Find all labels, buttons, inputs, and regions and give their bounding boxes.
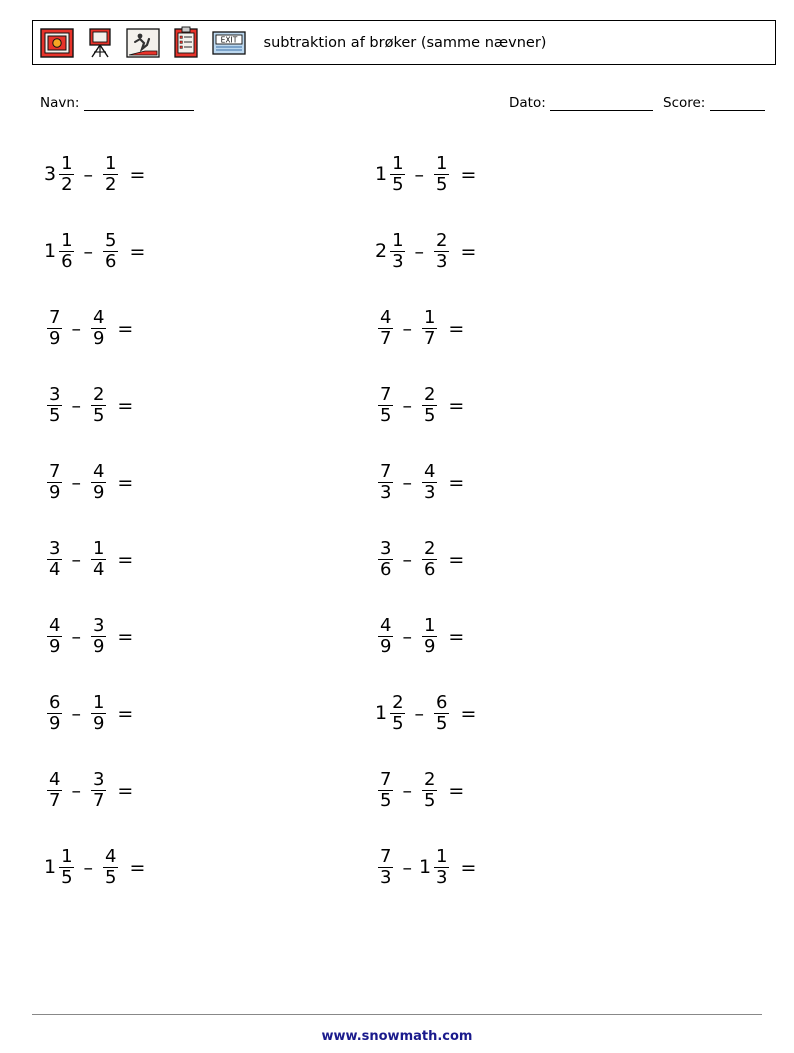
- problem-item: [44, 213, 145, 290]
- problem-row: [0, 136, 794, 213]
- equals-sign: =: [129, 856, 146, 879]
- problem-row: [0, 367, 794, 444]
- operator: –: [71, 394, 81, 417]
- fraction-second: $\frac{4}{9}$: [92, 306, 105, 350]
- fraction-first: $\frac{2}{5}$: [392, 691, 404, 735]
- fraction-second: $\frac{2}{5}$: [92, 383, 105, 427]
- fraction-first: $\frac{4}{7}$: [49, 768, 61, 812]
- operator: –: [83, 856, 94, 879]
- fraction-second: $\frac{3}{9}$: [92, 614, 105, 658]
- operator: –: [71, 779, 81, 802]
- problem-item: [375, 598, 464, 675]
- footer-divider: [32, 1014, 762, 1015]
- problem-item: [44, 752, 133, 829]
- problem-item: [375, 521, 464, 598]
- score-field-group: [663, 95, 765, 111]
- header-bar: [32, 20, 776, 65]
- operator: –: [83, 240, 94, 263]
- operator: –: [402, 625, 412, 648]
- mixed-whole: 1: [375, 163, 388, 185]
- fraction-second: $\frac{5}{6}$: [105, 229, 117, 273]
- fraction-second: $\frac{1}{4}$: [92, 537, 105, 581]
- date-label: Dato:: [509, 95, 546, 111]
- fraction-second: $\frac{4}{5}$: [105, 845, 117, 889]
- equals-sign: =: [460, 240, 477, 263]
- problem-item: [44, 521, 133, 598]
- problem-row: [0, 675, 794, 752]
- equals-sign: =: [448, 625, 465, 648]
- fraction-second: $\frac{4}{3}$: [423, 460, 436, 504]
- problem-item: [375, 136, 476, 213]
- fraction-first: $\frac{7}{3}$: [380, 460, 392, 504]
- problem-item: [44, 598, 133, 675]
- equals-sign: =: [117, 625, 134, 648]
- operator: –: [402, 394, 412, 417]
- footer-url[interactable]: www.snowmath.com: [321, 1029, 473, 1044]
- problem-row: [0, 829, 794, 906]
- equals-sign: =: [448, 779, 465, 802]
- fraction-second: $\frac{2}{5}$: [423, 768, 436, 812]
- operator: –: [83, 163, 94, 186]
- problem-item: [44, 136, 145, 213]
- fraction-first: $\frac{7}{9}$: [49, 306, 61, 350]
- mixed-whole: 3: [44, 163, 57, 185]
- operator: –: [71, 702, 81, 725]
- mixed-whole-second: 1: [418, 856, 432, 878]
- operator: –: [402, 317, 412, 340]
- operator: –: [71, 317, 81, 340]
- fraction-first: $\frac{1}{5}$: [61, 845, 73, 889]
- equals-sign: =: [117, 317, 134, 340]
- equals-sign: =: [129, 163, 146, 186]
- fraction-first: $\frac{7}{9}$: [49, 460, 61, 504]
- operator: –: [71, 471, 81, 494]
- equals-sign: =: [117, 779, 134, 802]
- equals-sign: =: [117, 702, 134, 725]
- operator: –: [71, 625, 81, 648]
- fraction-first: $\frac{7}{3}$: [380, 845, 392, 889]
- fraction-first: $\frac{3}{4}$: [49, 537, 61, 581]
- page-title: subtraktion af brøker (samme nævner): [263, 35, 547, 51]
- equals-sign: =: [129, 240, 146, 263]
- operator: –: [71, 548, 81, 571]
- fraction-first: $\frac{3}{5}$: [49, 383, 61, 427]
- problem-item: [44, 829, 145, 906]
- problem-item: [44, 444, 133, 521]
- operator: –: [402, 779, 412, 802]
- problem-item: [44, 675, 133, 752]
- date-field-group: [509, 95, 653, 111]
- problem-item: [375, 367, 464, 444]
- fraction-second: $\frac{2}{6}$: [423, 537, 436, 581]
- mixed-whole: 1: [44, 856, 57, 878]
- fraction-first: $\frac{4}{9}$: [49, 614, 61, 658]
- fraction-first: $\frac{1}{5}$: [392, 152, 404, 196]
- fraction-second: $\frac{1}{7}$: [423, 306, 436, 350]
- name-field-group: [40, 95, 194, 111]
- operator: –: [414, 702, 425, 725]
- fraction-first: $\frac{4}{7}$: [380, 306, 392, 350]
- problem-row: [0, 290, 794, 367]
- problem-row: [0, 521, 794, 598]
- problem-row: [0, 752, 794, 829]
- fraction-first: $\frac{1}{3}$: [392, 229, 404, 273]
- date-input[interactable]: [550, 98, 653, 111]
- meta-row: [0, 95, 794, 117]
- equals-sign: =: [117, 471, 134, 494]
- operator: –: [414, 163, 425, 186]
- mixed-whole: 2: [375, 240, 388, 262]
- problem-grid: [0, 136, 794, 906]
- fraction-second: $\frac{1}{2}$: [105, 152, 117, 196]
- mixed-whole: 1: [44, 240, 57, 262]
- operator: –: [402, 471, 412, 494]
- equals-sign: =: [117, 394, 134, 417]
- svg-text:EXIT: EXIT: [220, 35, 238, 45]
- problem-row: [0, 444, 794, 521]
- score-label: Score:: [663, 95, 706, 111]
- fraction-first: $\frac{1}{2}$: [61, 152, 73, 196]
- fraction-second: $\frac{1}{9}$: [423, 614, 436, 658]
- fraction-first: $\frac{1}{6}$: [61, 229, 73, 273]
- fraction-second: $\frac{2}{3}$: [436, 229, 448, 273]
- name-input[interactable]: [84, 98, 194, 111]
- fraction-first: $\frac{4}{9}$: [380, 614, 392, 658]
- problem-item: [375, 444, 464, 521]
- problem-item: [375, 675, 476, 752]
- fraction-second: $\frac{1}{9}$: [92, 691, 105, 735]
- equals-sign: =: [448, 471, 465, 494]
- fraction-first: $\frac{3}{6}$: [380, 537, 392, 581]
- problem-item: [375, 829, 476, 906]
- problem-row: [0, 598, 794, 675]
- fraction-second: $\frac{1}{3}$: [436, 845, 448, 889]
- equals-sign: =: [448, 548, 465, 571]
- equals-sign: =: [117, 548, 134, 571]
- name-label: Navn:: [40, 95, 80, 111]
- problem-item: [375, 290, 464, 367]
- equals-sign: =: [460, 163, 477, 186]
- problem-item: [44, 290, 133, 367]
- score-input[interactable]: [710, 98, 765, 111]
- problem-row: [0, 213, 794, 290]
- operator: –: [402, 856, 412, 879]
- mixed-whole: 1: [375, 702, 388, 724]
- fraction-second: $\frac{4}{9}$: [92, 460, 105, 504]
- equals-sign: =: [460, 856, 477, 879]
- equals-sign: =: [448, 317, 465, 340]
- operator: –: [402, 548, 412, 571]
- fraction-first: $\frac{7}{5}$: [380, 383, 392, 427]
- equals-sign: =: [448, 394, 465, 417]
- equals-sign: =: [460, 702, 477, 725]
- problem-item: [44, 367, 133, 444]
- fraction-second: $\frac{6}{5}$: [436, 691, 448, 735]
- fraction-second: $\frac{3}{7}$: [92, 768, 105, 812]
- fraction-first: $\frac{6}{9}$: [49, 691, 61, 735]
- fraction-first: $\frac{7}{5}$: [380, 768, 392, 812]
- problem-item: [375, 213, 476, 290]
- fraction-second: $\frac{2}{5}$: [423, 383, 436, 427]
- problem-item: [375, 752, 464, 829]
- fraction-second: $\frac{1}{5}$: [436, 152, 448, 196]
- operator: –: [414, 240, 425, 263]
